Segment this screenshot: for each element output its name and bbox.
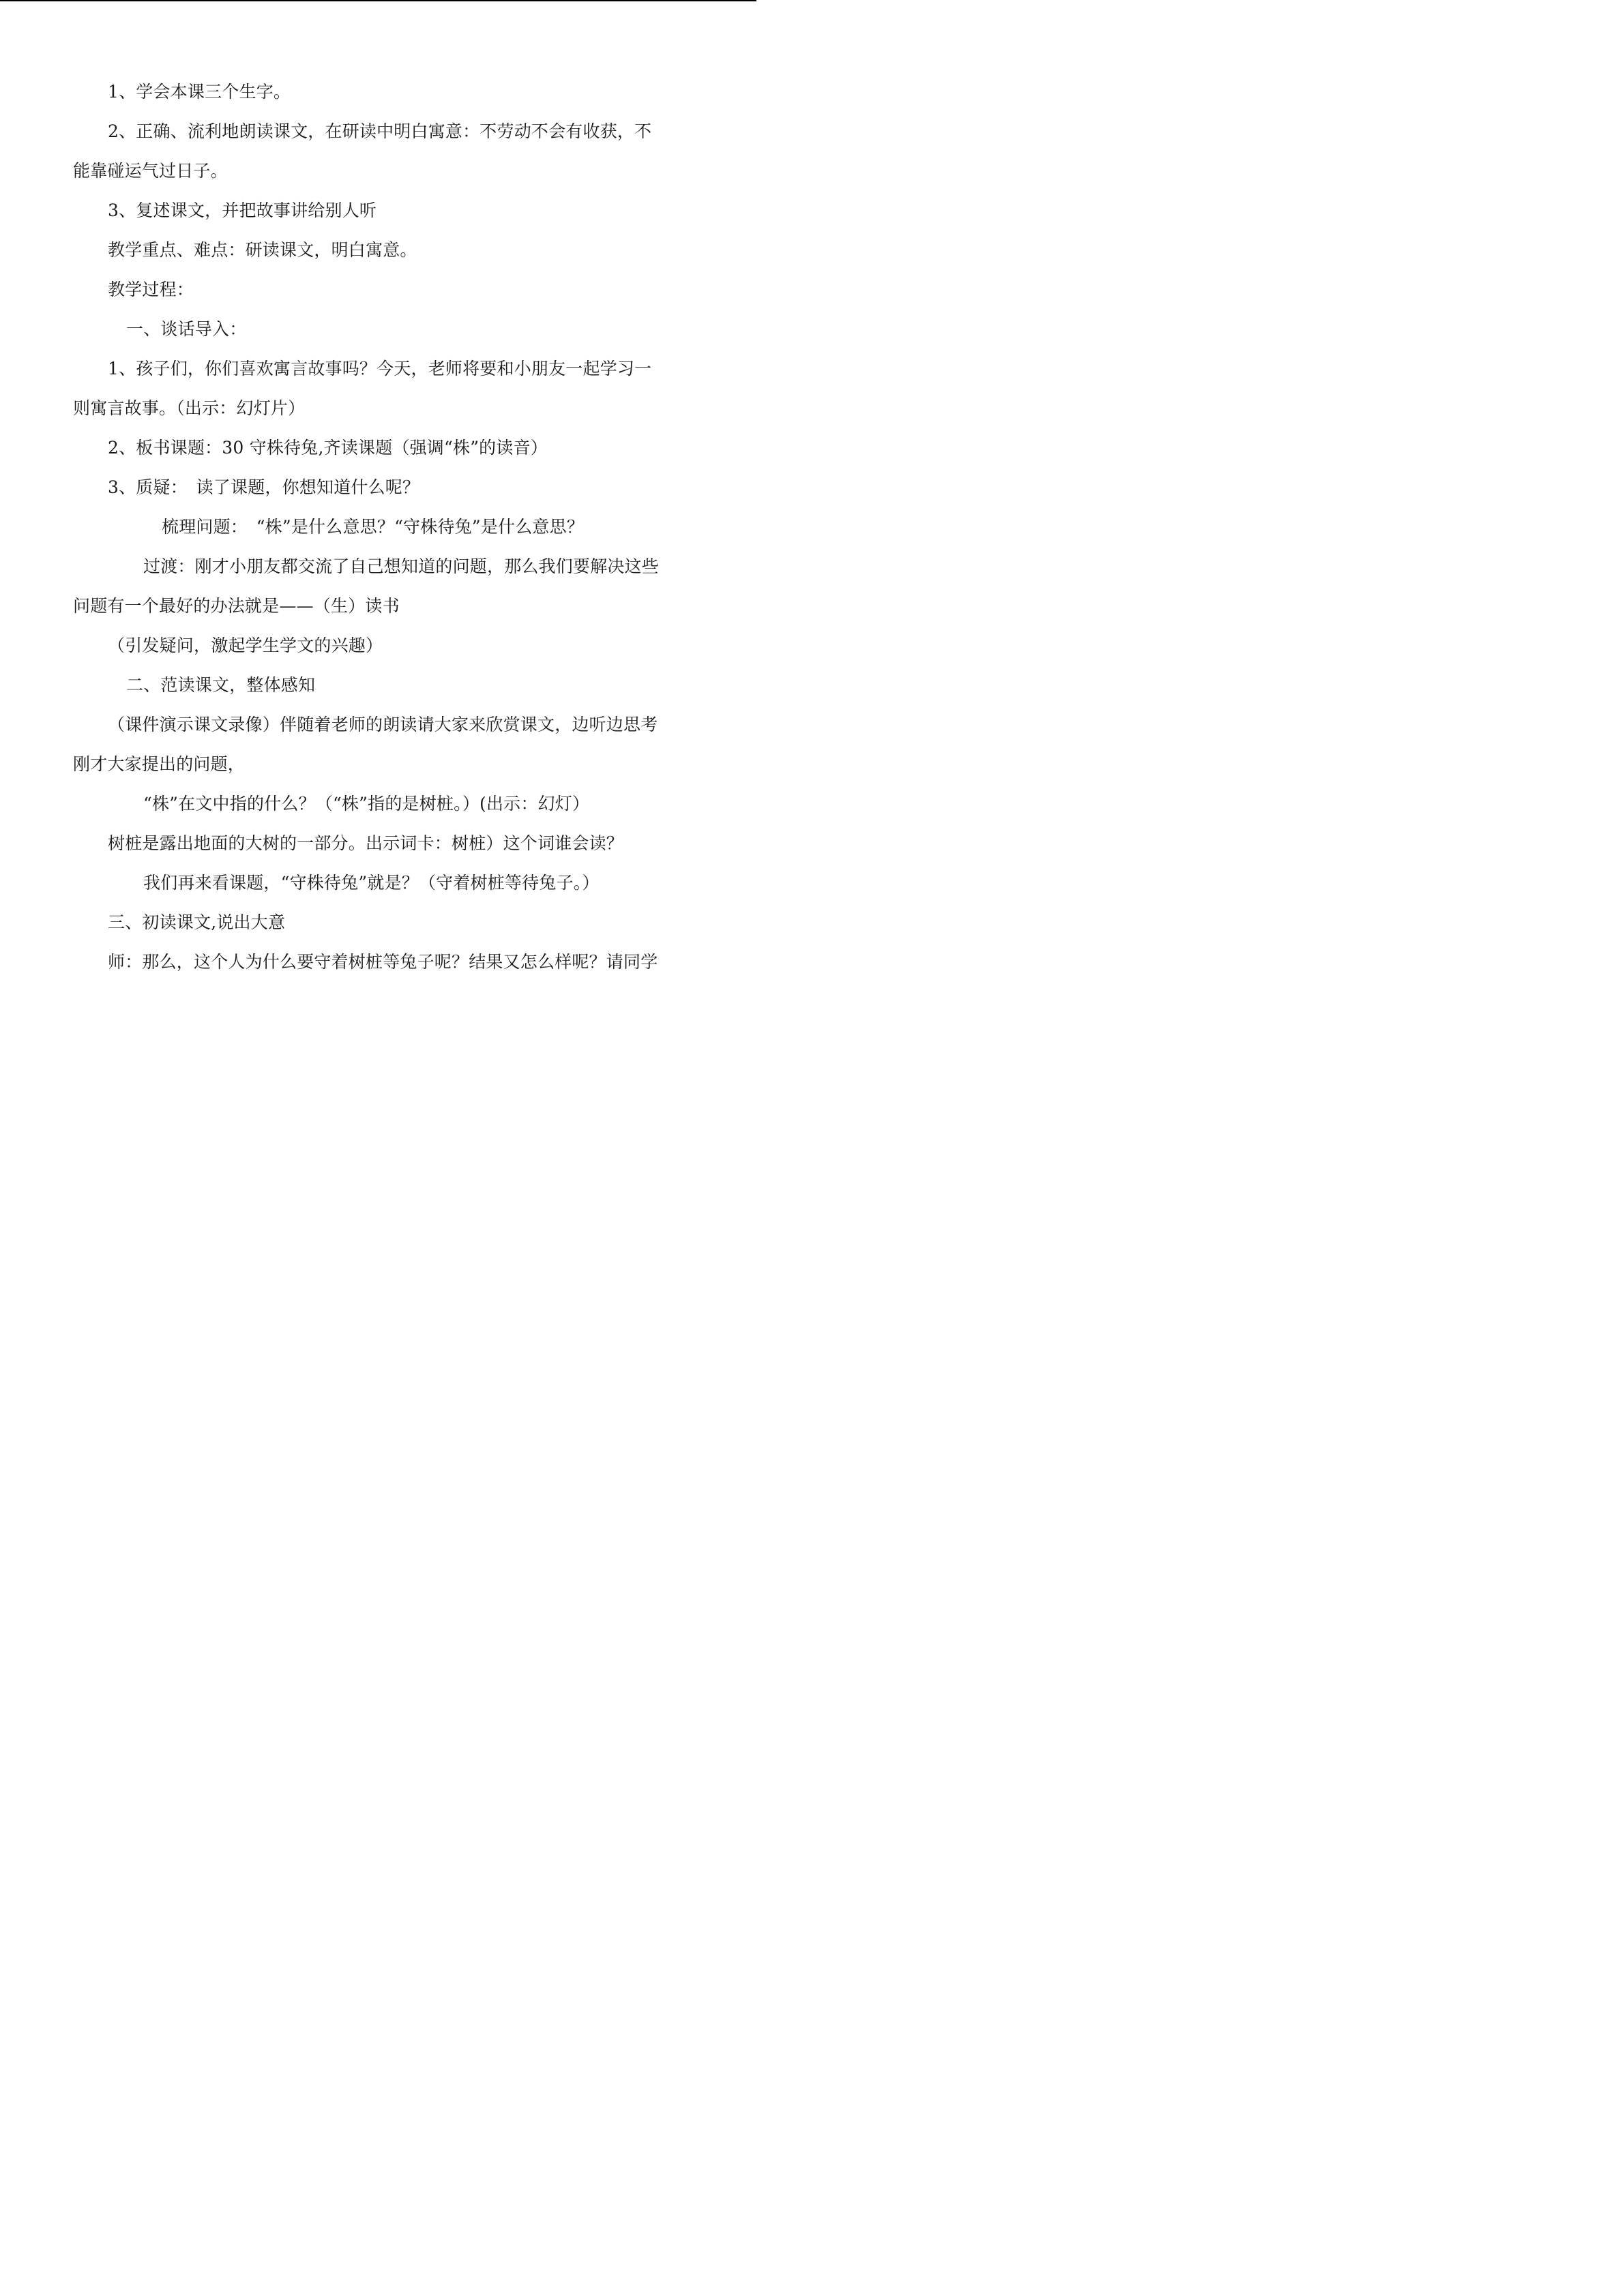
text-line: 师：那么，这个人为什么要守着树桩等兔子呢？结果又怎么样呢？请同学 (108, 952, 658, 972)
text-line: 教学过程： (108, 280, 194, 299)
text-line: 问题有一个最好的办法就是——（生）读书 (73, 596, 400, 616)
text-line: 3、质疑： 读了课题，你想知道什么呢？ (108, 477, 420, 497)
text-line: 树桩是露出地面的大树的一部分。出示词卡：树桩）这个词谁会读？ (108, 833, 624, 853)
text-line: 1、孩子们，你们喜欢寓言故事吗？今天，老师将要和小朋友一起学习一 (108, 359, 652, 378)
page-top-border (0, 0, 756, 1)
text-line: 刚才大家提出的问题， (73, 754, 246, 774)
text-line: 2、板书课题：30 守株待兔,齐读课题（强调“株”的读音） (108, 438, 548, 458)
section-heading: 三、初读课文,说出大意 (108, 912, 286, 932)
text-line: 梳理问题： “株”是什么意思？“守株待兔”是什么意思？ (162, 517, 585, 537)
section-heading: 一、谈话导入： (126, 319, 247, 339)
text-line: （引发疑问，激起学生学文的兴趣） (108, 636, 383, 655)
text-line: 教学重点、难点：研读课文，明白寓意。 (108, 240, 417, 260)
text-line: 则寓言故事。（出示：幻灯片） (73, 398, 306, 418)
text-line: 能靠碰运气过日子。 (73, 161, 228, 181)
text-line: 2、正确、流利地朗读课文，在研读中明白寓意：不劳动不会有收获，不 (108, 121, 652, 141)
text-line: “株”在文中指的什么？（“株”指的是树桩。）(出示：幻灯） (143, 794, 590, 814)
text-line: 我们再来看课题，“守株待兔”就是？（守着树桩等待兔子。） (143, 873, 600, 893)
text-line: （课件演示课文录像）伴随着老师的朗读请大家来欣赏课文，边听边思考 (108, 715, 658, 734)
text-line: 1、学会本课三个生字。 (108, 82, 291, 102)
text-line: 过渡：刚才小朋友都交流了自己想知道的问题，那么我们要解决这些 (143, 556, 660, 576)
section-heading: 二、范读课文，整体感知 (126, 675, 316, 695)
text-line: 3、复述课文，并把故事讲给别人听 (108, 200, 377, 220)
